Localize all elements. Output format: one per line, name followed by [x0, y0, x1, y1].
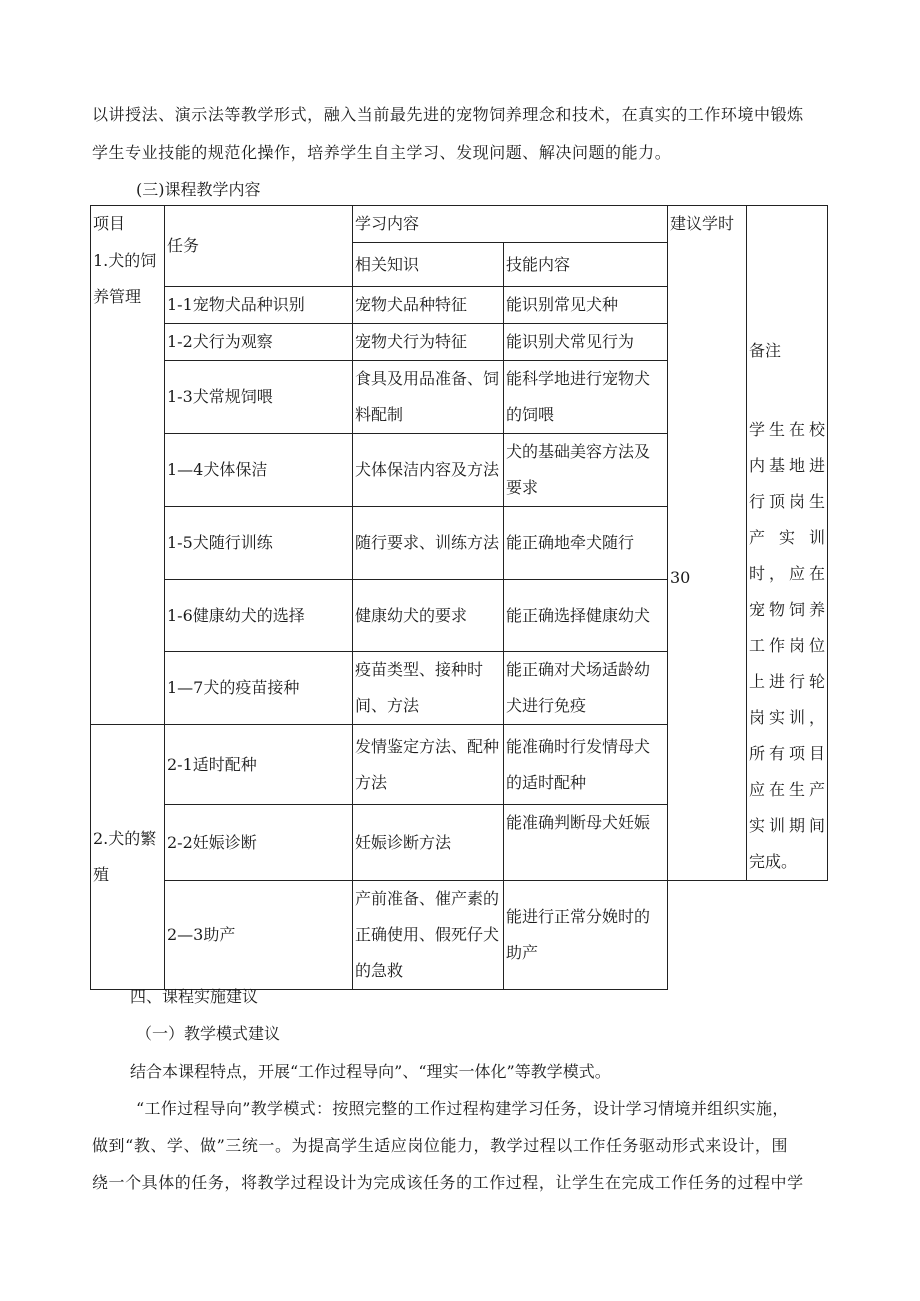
knowledge-cell: 随行要求、训练方法: [353, 507, 504, 580]
skill-cell: 能准确时行发情母犬的适时配种: [504, 725, 668, 805]
intro-line-1: 以讲授法、演示法等教学形式，融入当前最先进的宠物饲养理念和技术，在真实的工作环境中锻炼: [92, 105, 804, 124]
header-hours: 建议学时: [670, 214, 735, 233]
header-skill-content: 技能内容: [504, 243, 668, 287]
task-cell: 1-2犬行为观察: [165, 324, 353, 361]
knowledge-cell: 食具及用品准备、饲料配制: [353, 361, 504, 434]
task-cell: 2-1适时配种: [165, 725, 353, 805]
header-remark: 备注: [749, 341, 782, 360]
task-cell: 1—7犬的疫苗接种: [165, 652, 353, 725]
knowledge-cell: 宠物犬品种特征: [353, 287, 504, 324]
knowledge-cell: 犬体保洁内容及方法: [353, 434, 504, 507]
section-title-course-content: (三)课程教学内容: [136, 180, 261, 199]
skill-cell: 能识别犬常见行为: [504, 324, 668, 361]
remark-column: [747, 206, 828, 881]
task-cell: 1—4犬体保洁: [165, 434, 353, 507]
knowledge-cell: 疫苗类型、接种时间、方法: [353, 652, 504, 725]
intro-line-2: 学生专业技能的规范化操作，培养学生自主学习、发现问题、解决问题的能力。: [92, 143, 672, 162]
remark-text: 学生在校内基地进行顶岗生产实训时，应在宠物饲养工作岗位上进行轮岗实训，所有项目应在生产实训期间完成。: [749, 420, 825, 871]
header-project: 项目: [91, 206, 165, 243]
task-cell: 1-3犬常规饲喂: [165, 361, 353, 434]
skill-cell: 能科学地进行宠物犬的饲喂: [504, 361, 668, 434]
hours-value: 30: [670, 568, 691, 587]
task-cell: 1-6健康幼犬的选择: [165, 580, 353, 652]
paragraph-2-line-2: 做到“教、学、做”三统一。为提高学生适应岗位能力，教学过程以工作任务驱动形式来设计，围: [92, 1136, 789, 1155]
knowledge-cell: 发情鉴定方法、配种方法: [353, 725, 504, 805]
skill-cell: 能识别常见犬种: [504, 287, 668, 324]
skill-cell: 能进行正常分娩时的助产: [504, 881, 668, 990]
knowledge-cell: 宠物犬行为特征: [353, 324, 504, 361]
skill-cell: 能正确对犬场适龄幼犬进行免疫: [504, 652, 668, 725]
header-task: 任务: [165, 206, 353, 287]
knowledge-cell: 健康幼犬的要求: [353, 580, 504, 652]
task-cell: 1-5犬随行训练: [165, 507, 353, 580]
skill-cell: 能正确地牵犬随行: [504, 507, 668, 580]
knowledge-cell: 产前准备、催产素的正确使用、假死仔犬的急救: [353, 881, 504, 990]
task-cell: 1-1宠物犬品种识别: [165, 287, 353, 324]
paragraph-2-line-1: “工作过程导向”教学模式：按照完整的工作过程构建学习任务，设计学习情境并组织实施，: [136, 1099, 789, 1118]
header-related-knowledge: 相关知识: [353, 243, 504, 287]
skill-cell: 能准确判断母犬妊娠: [504, 805, 668, 881]
hours-column: [668, 206, 747, 881]
task-cell: 2—3助产: [165, 881, 353, 990]
project-1-cell: [91, 243, 165, 725]
header-learning-content: 学习内容: [353, 206, 668, 243]
subsection-title-teaching-mode: （一）教学模式建议: [136, 1024, 281, 1043]
section-title-implementation: 四、课程实施建议: [130, 987, 259, 1006]
paragraph-2-line-3: 绕一个具体的任务，将教学过程设计为完成该任务的工作过程，让学生在完成工作任务的过程中学: [92, 1173, 804, 1192]
task-cell: 2-2妊娠诊断: [165, 805, 353, 881]
project-1-name: 1.犬的饲养管理: [93, 250, 157, 306]
paragraph-1: 结合本课程特点，开展“工作过程导向”、“理实一体化”等教学模式。: [130, 1062, 611, 1081]
knowledge-cell: 妊娠诊断方法: [353, 805, 504, 881]
project-2-name: 2.犬的繁殖: [91, 725, 165, 990]
course-content-table: [90, 205, 828, 990]
skill-cell: 能正确选择健康幼犬: [504, 580, 668, 652]
skill-cell: 犬的基础美容方法及要求: [504, 434, 668, 507]
